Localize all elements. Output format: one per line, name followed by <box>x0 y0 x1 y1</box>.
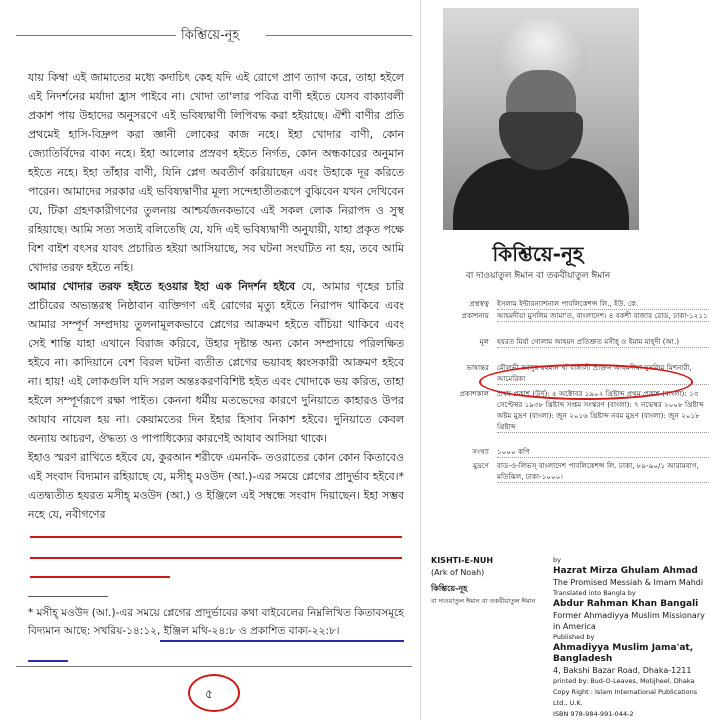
published-label: Published by <box>553 633 595 641</box>
red-underline-1 <box>30 536 402 538</box>
bn-subtitle-small: বা দাওয়াতুল ঈমান বা তকবীয়াতুল ঈমান <box>431 597 536 605</box>
info-row-printer <box>431 460 711 496</box>
isbn: ISBN 978-984-991-044-2 <box>553 710 634 718</box>
paragraph-2-rest: যে, আমার গৃহের চারি প্রাচীরের অভ্যন্তরস্থ নিষ্ঠাবান ব্যক্তিগণ এই রোগের মৃত্যু হইতে নিরাপদ থাকিবে এবং আমার সম্পূর্ণ সম্প্রদায় তুলনামূলকভাবে প্লেগের আক্রমণ হইতে বাঁচিয়া থাকিবে এবং সেই শান্তি যাহা এখানে বিরাজ করিবে, উহার দৃষ্টান্ত অন্য কোন সম্প্রদায়ে পরিলক্ষিত হইবে না। কাদিয়ানে বেশ বিরল ঘটনা ব্যতীত প্লেগের ভয়াবহ ধ্বংসকারী আক্রমণ হইবে না। হায়! এই লোকগুলি যদি সরল অন্তঃকরণবিশিষ্ট হইত এবং খোদাকে ভয় করিত, তাহা হইলে সম্পূর্ণরূপে রক্ষা পাইত। কেননা ধর্মীয় মতভেদের কারণে দুনিয়াতে কাহারও উপর আযাব নাযেল হয় না। কেয়ামতের দিন ইহার হিসাব নিকাশ হইবে। দুনিয়াতে কেবল অন্যায় আচরণ, ঔদ্ধত্য ও পাপাধিক্যের কারণেই আযাব আসিয়া থাকে। <box>28 280 404 445</box>
footnote-rule <box>28 596 108 597</box>
bottom-rule <box>16 666 412 667</box>
book-subtitle: বা দাওয়াতুল ঈমান বা তকবীয়াতুল ঈমান <box>465 271 611 281</box>
blue-underline-2 <box>28 660 68 662</box>
by-label: by <box>553 556 561 564</box>
paragraph-3: ইহাও স্মরণ রাখিতে হইবে যে, কুরআন শরীফে এমনকি- তওরাতের কোন কোন কিতাবেও এই সংবাদ বিদ্যমান রহিয়াছে যে, মসীহ্ মওউদ (আ.)-এর সময়ে প্লেগের প্রাদুর্ভাব হইবে।* এতদ্ব্যতীত হযরত মসীহ্ মওউদ (আ.) ও ইঞ্জিলে এই সম্বন্ধে সংবাদ দিয়াছেন। ইহা সম্ভব নহে যে, নবীগণের <box>28 451 404 521</box>
en-title: KISHTI-E-NUH <box>431 556 494 565</box>
header-rule-left <box>16 35 176 36</box>
bold-sentence: আমার খোদার তরফ হইতে হওয়ার ইহা এক নিদর্শন হইবে <box>28 280 296 293</box>
info-value: ১০০০ কপি <box>497 446 709 458</box>
colophon-left <box>431 555 543 607</box>
info-row-publisher <box>431 310 711 336</box>
footnote: * মসীহ্ মওউদ (আ.)-এর সময়ে প্লেগের প্রাদুর্ভাবের কথা বাইবেলের নিম্নলিখিত কিতাবসমূহে বিদ্যমান আছে: সখরিয়-১৪:১২, ইঞ্জিল মথি-২৪:৮ ও প্রকাশিত বাক্য-২২:৮। <box>28 607 404 637</box>
page-header <box>16 26 412 46</box>
copyright-line: Copy Right : Islam International Publications Ltd., U.K. <box>553 688 698 707</box>
info-key: মুদ্রণে <box>472 461 489 470</box>
page-body <box>28 68 404 524</box>
translated-label: Translated into Bangla by <box>553 589 636 597</box>
red-underline-3 <box>30 576 170 578</box>
page-number: ৫ <box>205 687 213 701</box>
blue-underline-1 <box>160 640 404 642</box>
author-circle <box>479 364 693 400</box>
printed-by: printed by: Bud-O-Leaves, Motijheel, Dhaka <box>553 677 695 685</box>
author-portrait <box>443 8 639 230</box>
info-key: সংখ্যা <box>472 447 489 456</box>
author-title: The Promised Messiah & Imam Mahdi <box>553 578 704 587</box>
info-key: ভাষান্তর <box>466 363 489 372</box>
info-key: প্রস্থস্বত্ব <box>469 299 489 308</box>
red-underline-2 <box>30 557 402 559</box>
info-value: আহমদীয়া মুসলিম জামা'ত, বাংলাদেশ। ৪ বকশী বাজার রোড, ঢাকা-১২১১ <box>497 311 708 320</box>
colophon-right <box>553 555 713 720</box>
page-number-circle <box>188 674 240 712</box>
translator-title: Former Ahmadiyya Muslim Missionary in America <box>553 611 705 631</box>
paragraph-1: যায় কিম্বা এই জামাতের মধ্যে কদাচিৎ কেহ যদি এই রোগে প্রাণ ত্যাগ করে, তাহা হইলে এই নিদর্শনের মর্যাদা হ্রাস পাইবে না। খোদা তা'লার পবিত্র বাণী হইতে যেসব বাক্যাবলী প্রকাশ পায় উহাদের অনুসরণে এই ভবিষ্যদ্বাণী লিপিবদ্ধ করা হইয়াছে। ঐশী বাণীর প্রতি প্রথমেই হাসি-বিদ্রুপ করা জ্ঞানী লোকের কাজ নহে। ইহা খোদার বাণী, কোন জ্যোতির্বিদের বাক্য নহে। ইহা আলোর প্রস্রবণ হইতে নির্গত, কোন অন্ধকারের অনুমান হইতে নহে। ইহা তাঁহার বাণী, যিনি প্লেগ অবতীর্ণ করিয়াছেন এবং উহাকে দূর করিতে পারেন। আমাদের সরকার এই ভবিষ্যদ্বাণীর মূল্য সন্দেহাতীতরূপে বুঝিবেন যখন দেখিবেন যে, টিকা গ্রহণকারীগণের তুলনায় আশ্চর্যজনকভাবে এই সকল লোক নিরাপদ ও সুস্থ রহিয়াছে। আমি সত্য সত্যই বলিতেছি যে, যদি এই ভবিষ্যদ্বাণী অনুযায়ী, যাহা প্রকৃত পক্ষে বিশ বাইশ বৎসর যাবৎ প্রচারিত হইয়া আসিয়াছে, সব ঘটনা সংঘটিত না হয়, তবে আমি খোদার তরফ হইতে নহি। <box>28 71 404 274</box>
info-value: মৌলভী আব্দুর রহমান খাঁ বাঙ্গালী প্রাক্তন আহমদীয়া মুসলিম মিশনারী, আমেরিকা <box>497 362 709 385</box>
book-title: কিশ্তিয়ে-নূহ <box>492 242 584 266</box>
info-value: ইসলাম ইন্টারন্যাশনাল পাবলিকেশন্স লি., ইউ. কে. <box>497 298 709 310</box>
info-value: প্রথম প্রকাশ (উর্দু): ৫ অক্টোবর ১৯০২ খ্রিষ্টাব্দ প্রথম প্রকাশ (বাংলা): ১৩ সেপ্টেম্বর ১৯৩৮ খ্রিষ্টাব্দ সপ্তম সংস্করণ (বাংলা): ৭ নভেম্বর ২০০৮ খ্রিষ্টাব্দ অষ্টম মুদ্রণ (বাংলা): জুন ২০১৬ খ্রিষ্টাব্দ নবম মুদ্রণ (বাংলা): জুন ২০১৮ খ্রিষ্টাব্দ <box>497 388 709 433</box>
author-name: Hazrat Mirza Ghulam Ahmad <box>553 566 698 576</box>
english-colophon <box>431 555 711 718</box>
info-key: মূল <box>479 337 489 346</box>
book-page-right <box>420 0 720 720</box>
header-rule-right <box>266 35 412 36</box>
info-row-author <box>431 336 711 362</box>
info-row-copies <box>431 446 711 460</box>
info-value: বাড-ও-লিভস্ বাংলাদেশ পাবলিকেশন্স লি. ঢাকা, ৮৯-৯০/১ আরামবাগ, মতিঝিল, ঢাকা-১০০০। <box>497 460 709 483</box>
publisher-address: 4, Bakshi Bazar Road, Dhaka-1211 <box>553 666 692 675</box>
info-row-copyright <box>431 298 711 310</box>
bn-title-small: কিশ্তিয়ে-নূহ <box>431 584 468 593</box>
info-key: প্রকাশকাল <box>459 389 489 398</box>
translator-name: Abdur Rahman Khan Bangali <box>553 599 699 609</box>
en-subtitle: (Ark of Noah) <box>431 568 485 577</box>
info-key: প্রকাশনায় <box>461 311 489 320</box>
paragraph-2 <box>28 277 404 448</box>
header-title: কিশ্তিয়ে-নূহ <box>181 28 240 43</box>
publisher-name: Ahmadiyya Muslim Jama'at, Bangladesh <box>553 643 694 664</box>
info-value: হযরত মির্যা গোলাম আহমদ প্রতিশ্রুত মসীহ্ ও ইমাম মাহ্দী (আ.) <box>497 336 709 348</box>
